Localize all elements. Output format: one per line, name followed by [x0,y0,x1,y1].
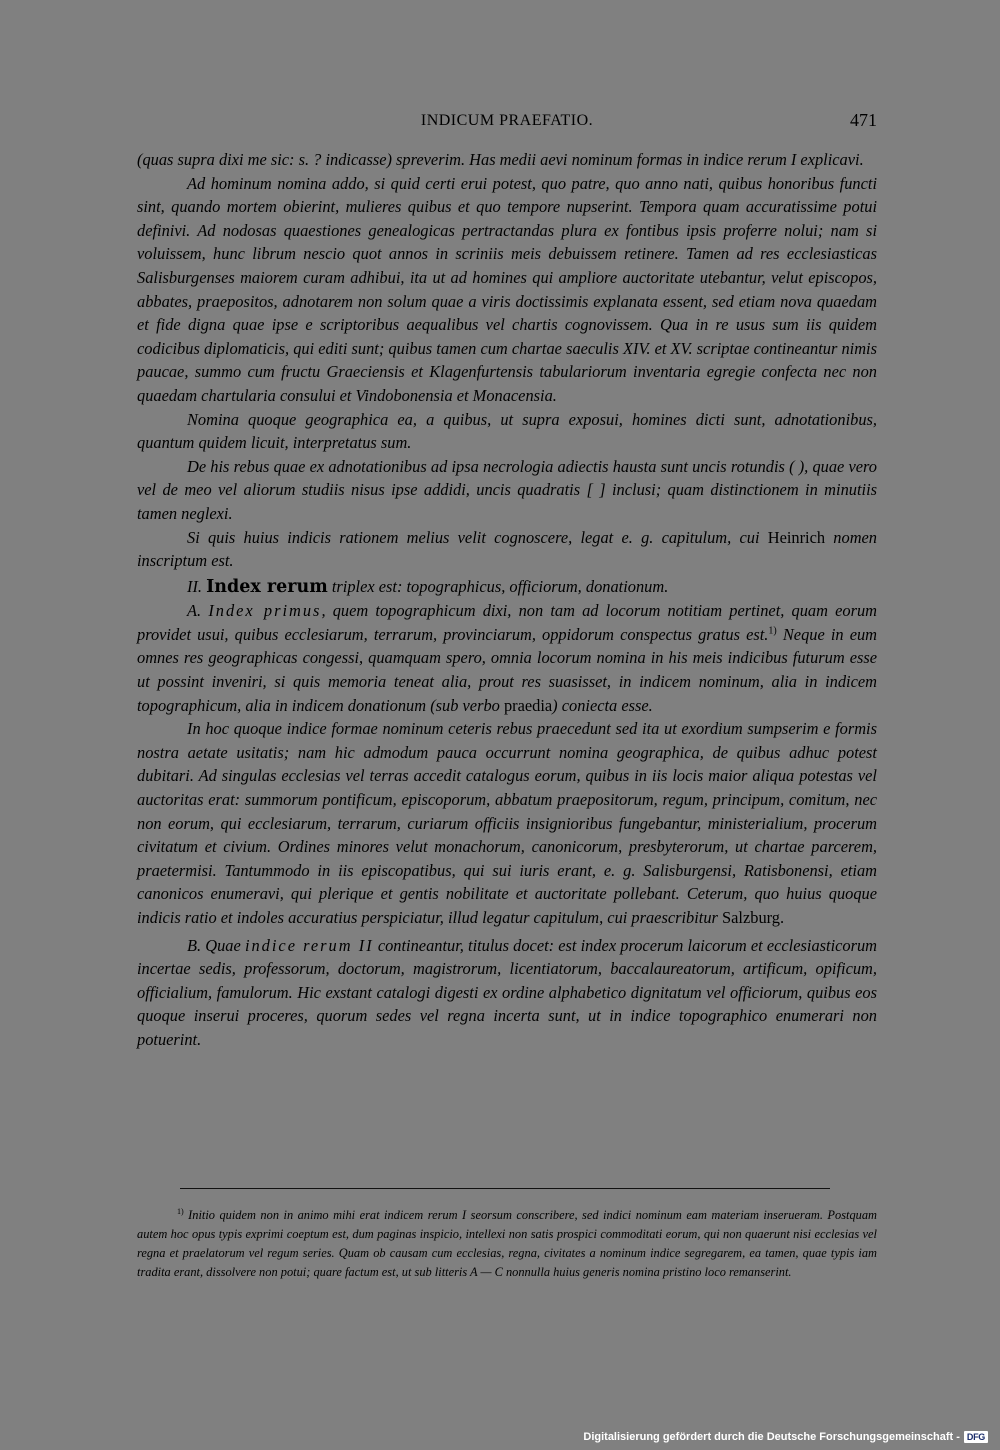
main-text [137,148,877,1052]
digitization-credit [583,1428,988,1446]
paragraph-3: Nomina quoque geographica ea, a quibus, ut supra exposui, homines dicti sunt, adnotationibus, quantum quidem licuit, interpretatus sum. [137,409,877,453]
paragraph-b [137,934,877,1052]
paragraph-5-text-a: Si quis huius indicis rationem melius velit cognoscere, legat e. g. capitulum, cui [187,527,768,547]
paragraph-1: (quas supra dixi me sic: s. ? indicasse) spreverim. Has medii aevi nominum formas in indice rerum I explicavi. [137,150,864,169]
section-heading-ii [137,575,877,600]
subsection-title-index-primus: Index primus [208,601,322,621]
section-title-index-rerum: Index rerum [206,576,328,597]
credit-text: Digitalisierung gefördert durch die Deutsche Forschungsgemeinschaft - [583,1431,960,1443]
paragraph-5-text-b: nomen inscriptum est. [137,527,878,571]
paragraph-a-text-c: Neque in eum omnes res geographicas congessi, quamquam spero, omnia locorum nomina in his meis indicibus futurum esse ut possint inveniri, si quis memoria teneat alia, prout res suasisset, in indicem nominum, alia in indicem topographicum, alia in indicem donationum (sub verbo [137,624,877,715]
paragraph-8-word-salzburg: Salzburg. [722,908,785,927]
paragraph-a-text-d: ) coniecta esse. [552,695,653,715]
paragraph-5-name: Heinrich [767,527,826,547]
running-title: INDICUM PRAEFATIO. [420,112,594,129]
footnote-divider [180,1188,830,1189]
dfg-logo-icon: DFG [964,1431,988,1443]
paragraph-2: Ad hominum nomina addo, si quid certi erui potest, quo patre, quo anno nati, quibus honoribus functi sint, quando mortem obierint, mulieres quibus et quo tempore nupserint. Tempora quam accuratissime potui definivi. Ad nodosas quaestiones genealogicas pertractandas plura ex fontibus ipsis proferre nolui; nam si voluissem, hunc librum nescio quot annos in scriniis meis debuissem retinere. Tamen ad res ecclesiasticas Salisburgenses maiorem curam adhibui, ita ut ad homines qui ampliore auctoritate utebantur, velut episcopos, abbates, praepositos, adnotarem non solum quae a viris doctissimis explanata essent, sed etiam nova quaedam et fide digna quae ipse e scriptoribus aequalibus vel chartis cognovissem. Qua in re usus sum iis quidem codicibus diplomaticis, qui editi sunt; quibus tamen cum chartae saeculis XIV. et XV. scriptae contineantur nimis paucae, summo cum fructu Graeciensis et Klagenfurtensis tabulariorum inventaria egregie confecta nec non quaedam chartularia consului et Vindobonensia et Monacensia. [137,173,877,405]
subsection-letter-b: B. [187,935,202,955]
paragraph-8 [137,717,877,929]
section-heading-ii-text: triplex est: topographicus, officiorum, donationum. [327,576,669,596]
subsection-letter-a: A. [187,601,202,621]
subsection-title-index-rerum-ii: indice rerum II [244,935,374,955]
footnote-text: Initio quidem non in animo mihi erat indicem rerum I seorsum conscribere, sed indici nominum eam materiam inserueram. Postquam autem hoc opus typis exprimi coeptum est, dum paginas inspicio, intellexi non satis prospici commoditati eorum, qui non quaerunt nisi ecclesias vel regna et praelatorum vel regum series. Quam ob causam cum ecclesias, regna, civitates a nominum indice segregarem, ea tamen, quae typis iam tradita erant, dissolvere non potui; quare factum est, ut sub litteris A — C nonnulla huius generis nomina pristino loco remanserint. [137,1208,877,1279]
paragraph-4: De his rebus quae ex adnotationibus ad ipsa necrologia adiectis hausta sunt uncis rotundis ( ), quae vero vel de meo vel aliorum studiis nisus ipse addidi, uncis quadratis [ ] inclusi; quam distinctionem in minutiis tamen neglexi. [137,456,877,523]
footnote-marker: 1) [177,1206,184,1216]
footnote [137,1206,877,1282]
paragraph-a-text-b: , quem topographicum dixi, non tam ad locorum notitiam pertinet, quam eorum providet usui, quibus ecclesiarum, terrarum, provinciarum, oppidorum conspectus gratus est. [137,601,877,644]
paragraph-8-text: In hoc quoque indice formae nominum ceteris rebus praecedunt sed ita ut exordium sumpserim e formis nostra aetate usitatis; nam hic admodum pauca occurrunt nomina geographica, de quibus adhuc potest dubitari. Ad singulas ecclesias vel terras accedit catalogus eorum, quibus in iis locis maior aliqua potestas vel auctoritas erat: summorum pontificum, episcoporum, abbatum praepositorum, regum, principum, comitum, nec non eorum, qui ecclesiarum, terrarum, curiarum officiis insignioribus fungebantur, ministerialium, procerum civitatum et civium. Ordines minores velut monachorum, canonicorum, presbyterorum, ut chartae parcerem, praetermisi. Tantummodo in iis episcopatibus, qui sui iuris erant, e. g. Salisburgensi, Ratisbonensi, etiam canonicos enumeravi, qui plerique et gentis nobilitate et auctoritate pollebant. Ceterum, quo huius quoque indicis ratio et indoles accuratius perspiciatur, illud legatur capitulum, cui praescribitur [137,719,877,927]
paragraph-a [137,599,877,717]
paragraph-b-text-b: contineantur, titulus docet: est index procerum laicorum et ecclesiasticorum incertae sedis, professorum, doctorum, magistrorum, licentiatorum, baccalaureatorum, artificum, opificum, officialium, famulorum. Hic exstant catalogi digesti ex ordine alphabetico dignitatum vel officiorum, quibus eos quoque inserui proceres, quorum sedes vel regna incerta sunt, ut in indice topographico enumerari non potuerint. [137,935,878,1049]
page-header [137,110,877,138]
paragraph-5 [137,526,877,573]
paragraph-b-text-a: Quae [201,935,245,955]
footnote-reference: 1) [768,625,777,637]
page-number: 471 [850,110,877,130]
footnote-paragraph [137,1206,877,1282]
section-number-ii: II. [187,576,203,596]
paragraph-a-word-praedia: praedia [503,695,553,715]
